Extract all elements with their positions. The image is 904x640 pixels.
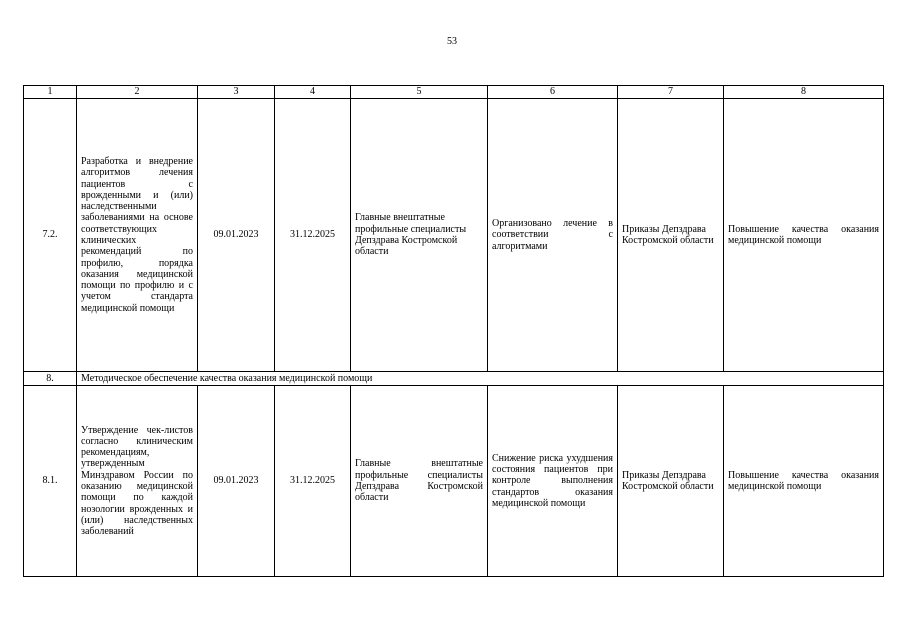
page-number: 53 bbox=[447, 36, 457, 47]
task-cell: Утверждение чек-листов согласно клиническим рекомендациям, утвержденным Минздравом России по оказанию медицинской помощи по каждой нозологии врожденных и (или) наследственных заболеваний bbox=[77, 386, 198, 577]
row-number: 7.2. bbox=[24, 99, 77, 372]
column-header: 1 bbox=[24, 86, 77, 99]
column-header: 8 bbox=[724, 86, 884, 99]
start-date: 09.01.2023 bbox=[198, 386, 275, 577]
section-title: Методическое обеспечение качества оказания медицинской помощи bbox=[77, 372, 884, 386]
column-header: 7 bbox=[618, 86, 724, 99]
section-number: 8. bbox=[24, 372, 77, 386]
start-date: 09.01.2023 bbox=[198, 99, 275, 372]
column-header: 2 bbox=[77, 86, 198, 99]
result-cell: Снижение риска ухудшения состояния пациентов при контроле выполнения стандартов оказания медицинской помощи bbox=[488, 386, 618, 577]
responsible-cell: Главные внештатные профильные специалисты Депздрава Костромской области bbox=[351, 99, 488, 372]
responsible-cell: Главные внештатные профильные специалисты Депздрава Костромской области bbox=[351, 386, 488, 577]
document-cell: Приказы Депздрава Костромской области bbox=[618, 386, 724, 577]
column-header: 4 bbox=[275, 86, 351, 99]
indicator-cell: Повышение качества оказания медицинской помощи bbox=[724, 99, 884, 372]
row-number: 8.1. bbox=[24, 386, 77, 577]
column-header: 5 bbox=[351, 86, 488, 99]
result-cell: Организовано лечение в соответствии с алгоритмами bbox=[488, 99, 618, 372]
table-row bbox=[24, 386, 884, 577]
action-plan-table bbox=[23, 85, 884, 577]
column-number-row bbox=[24, 86, 884, 99]
indicator-cell: Повышение качества оказания медицинской помощи bbox=[724, 386, 884, 577]
column-header: 6 bbox=[488, 86, 618, 99]
document-cell: Приказы Депздрава Костромской области bbox=[618, 99, 724, 372]
task-cell: Разработка и внедрение алгоритмов лечения пациентов с врожденными и (или) наследственными заболеваниями на основе соответствующих клинических рекомендаций по профилю, порядка оказания медицинской помощи по профилю и с учетом стандарта медицинской помощи bbox=[77, 99, 198, 372]
section-row bbox=[24, 372, 884, 386]
end-date: 31.12.2025 bbox=[275, 386, 351, 577]
column-header: 3 bbox=[198, 86, 275, 99]
end-date: 31.12.2025 bbox=[275, 99, 351, 372]
table-row bbox=[24, 99, 884, 372]
